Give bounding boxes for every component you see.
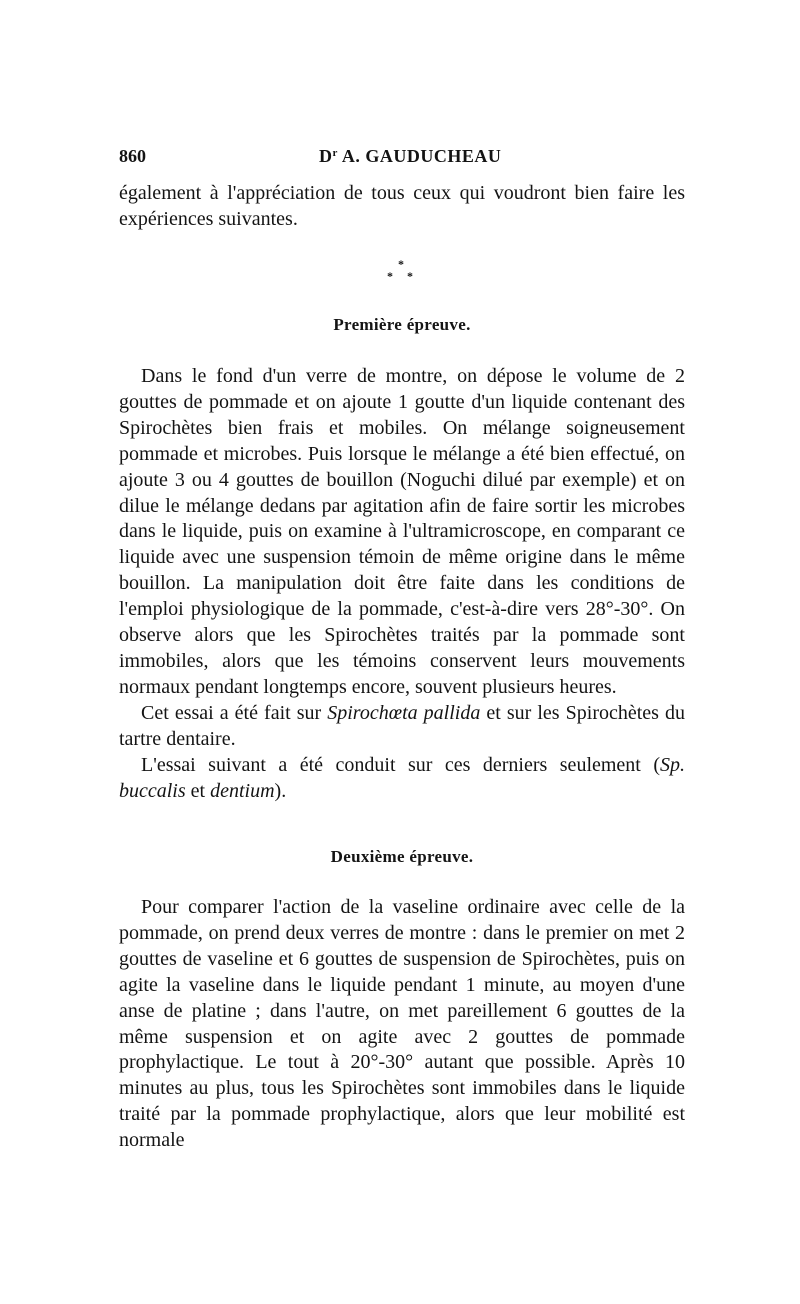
author-running-title: $D^r$ A. GAUDUCHEAU (319, 146, 502, 166)
page-number: 860 (119, 146, 146, 166)
section-body-premiere (119, 364, 685, 804)
section-heading-premiere: Première épreuve. (333, 315, 471, 334)
paragraph-essai: Cet essai a été fait sur Spirochœta pallida et sur les Spirochètes du tartre dentaire. (119, 701, 686, 750)
running-head (119, 146, 685, 170)
section-heading-deuxieme: Deuxième épreuve. (330, 847, 474, 866)
section-body-deuxieme (119, 895, 685, 1154)
paragraph-protocol: Dans le fond d'un verre de montre, on dépose le volume de 2 gouttes de pommade et on ajoute 1 goutte d'un liquide contenant des Spirochètes bien frais et mobiles. On mélange soigneusement pommade et microbes. Puis lorsque le mélange a été bien effectué, on ajoute 3 ou 4 gouttes de bouillon (Noguchi dilué par exemple) et on dilue le mélange dedans par agitation afin de faire sortir les microbes dans le liquide, puis on examine à l'ultramicroscope, en comparant ce liquide avec une suspension témoin de même origine dans le même bouillon. La manipulation doit être faite dans les conditions de l'emploi physiologique de la pommade, c'est-à-dire vers 28°-30°. On observe alors que les Spirochètes traités par la pommade sont immobiles, alors que les témoins conservent leurs mouvements normaux pendant longtemps encore, souvent plusieurs heures. (119, 365, 685, 698)
intro-paragraph: également à l'appréciation de tous ceux qui voudront bien faire les expériences suivantes. (119, 182, 685, 230)
asterism-divider (380, 258, 424, 288)
asterism-star-top: * (398, 257, 404, 271)
intro-continuation (119, 181, 685, 233)
asterism-star-left: * (387, 269, 393, 283)
paragraph-comparaison: Pour comparer l'action de la vaseline ordinaire avec celle de la pommade, on prend deux verres de montre : dans le premier on met 2 gouttes de vaseline et 6 gouttes de suspension de Spirochètes, puis on agite la vaseline dans le liquide pendant 1 minute, au moyen d'une anse de platine ; dans l'autre, on met pareillement 6 gouttes de la même suspension et on agite avec 2 gouttes de pommade prophylactique. Le tout à 20°-30° autant que possible. Après 10 minutes au plus, tous les Spirochètes sont immobiles dans le liquide traité par la pommade prophylactique, alors que leur mobilité est normale (119, 896, 685, 1152)
asterism-star-right: * (407, 269, 413, 283)
paragraph-essai-suivant: L'essai suivant a été conduit sur ces derniers seulement (Sp. buccalis et dentium). (119, 753, 685, 802)
